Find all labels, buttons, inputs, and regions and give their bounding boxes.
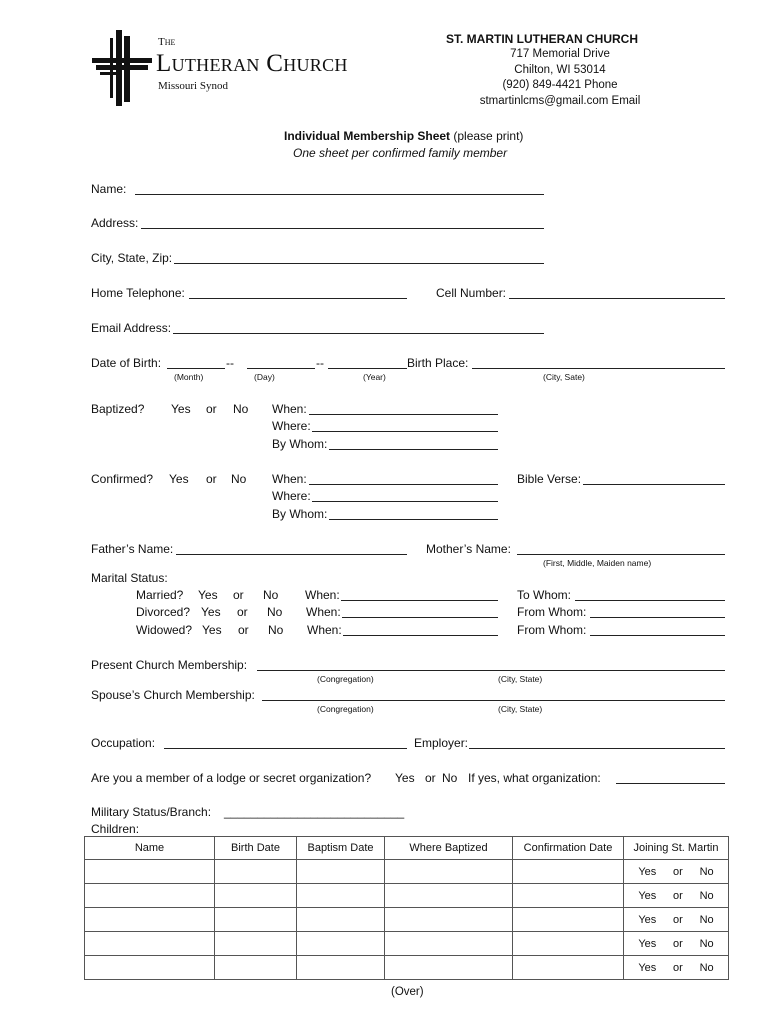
present-city-hint: (City, State) bbox=[498, 674, 543, 684]
employer-label: Employer: bbox=[414, 736, 469, 750]
employer-field[interactable] bbox=[469, 748, 725, 749]
form-subtitle: One sheet per confirmed family member bbox=[293, 146, 508, 160]
joining-no[interactable]: No bbox=[699, 913, 714, 926]
children-header-row bbox=[85, 837, 729, 860]
military-field[interactable]: ___________________________ bbox=[224, 805, 405, 819]
name-label: Name: bbox=[91, 182, 127, 196]
child-confirm-cell[interactable] bbox=[513, 908, 624, 932]
child-name-cell[interactable] bbox=[85, 860, 215, 884]
lodge-organization-field[interactable] bbox=[616, 783, 725, 784]
email-label: Email Address: bbox=[91, 321, 172, 335]
married-when-field[interactable] bbox=[341, 600, 498, 601]
spouse-membership-field[interactable] bbox=[262, 700, 725, 701]
present-congregation-hint: (Congregation) bbox=[317, 674, 374, 684]
joining-or: or bbox=[673, 889, 683, 902]
child-birth-cell[interactable] bbox=[215, 884, 297, 908]
married-or: or bbox=[233, 588, 244, 602]
church-phone: (920) 849-4421 Phone bbox=[502, 79, 618, 91]
city-label: City, State, Zip: bbox=[91, 251, 173, 265]
child-confirm-cell[interactable] bbox=[513, 860, 624, 884]
email-field[interactable] bbox=[173, 333, 544, 334]
child-joining-cell bbox=[624, 956, 729, 980]
lodge-yes[interactable]: Yes bbox=[395, 771, 415, 785]
logo-the: The bbox=[158, 36, 176, 48]
baptized-where-label: Where: bbox=[272, 419, 311, 433]
col-baptism-date: Baptism Date bbox=[297, 837, 385, 860]
dob-year-field[interactable] bbox=[328, 368, 407, 369]
married-to-label: To Whom: bbox=[517, 588, 572, 602]
child-where-cell[interactable] bbox=[385, 860, 513, 884]
military-label: Military Status/Branch: bbox=[91, 805, 212, 819]
spouse-congregation-hint: (Congregation) bbox=[317, 704, 374, 714]
home-phone-field[interactable] bbox=[189, 298, 407, 299]
col-joining: Joining St. Martin bbox=[624, 837, 729, 860]
marital-label: Marital Status: bbox=[91, 571, 168, 585]
joining-or: or bbox=[673, 937, 683, 950]
baptized-by-label: By Whom: bbox=[272, 437, 328, 451]
confirmed-when-field[interactable] bbox=[309, 484, 498, 485]
spouse-city-hint: (City, State) bbox=[498, 704, 543, 714]
child-joining-cell bbox=[624, 908, 729, 932]
divorced-yes[interactable]: Yes bbox=[201, 605, 221, 619]
baptized-when-label: When: bbox=[272, 402, 307, 416]
table-row bbox=[85, 956, 729, 980]
confirmed-by-field[interactable] bbox=[329, 519, 498, 520]
child-where-cell[interactable] bbox=[385, 956, 513, 980]
child-confirm-cell[interactable] bbox=[513, 956, 624, 980]
divorced-or: or bbox=[237, 605, 248, 619]
child-birth-cell[interactable] bbox=[215, 860, 297, 884]
form-title-bold: Individual Membership Sheet bbox=[284, 129, 451, 143]
child-birth-cell[interactable] bbox=[215, 956, 297, 980]
divorced-no[interactable]: No bbox=[267, 605, 283, 619]
spouse-membership-label: Spouse’s Church Membership: bbox=[91, 688, 255, 702]
baptized-by-field[interactable] bbox=[329, 449, 498, 450]
child-baptism-cell[interactable] bbox=[297, 860, 385, 884]
joining-yes[interactable]: Yes bbox=[638, 937, 657, 950]
birth-place-label: Birth Place: bbox=[407, 356, 469, 370]
joining-or: or bbox=[673, 961, 683, 974]
confirmed-when-label: When: bbox=[272, 472, 307, 486]
divorced-when-label: When: bbox=[306, 605, 341, 619]
confirmed-where-field[interactable] bbox=[312, 501, 498, 502]
lodge-if-yes-label: If yes, what organization: bbox=[468, 771, 601, 785]
city-field[interactable] bbox=[174, 263, 544, 264]
baptized-when-field[interactable] bbox=[309, 414, 498, 415]
church-city: Chilton, WI 53014 bbox=[514, 64, 606, 76]
widowed-no[interactable]: No bbox=[268, 623, 284, 637]
logo-name: Lutheran Church bbox=[156, 50, 348, 77]
dob-sep-2: -- bbox=[316, 356, 324, 370]
child-name-cell[interactable] bbox=[85, 908, 215, 932]
father-field[interactable] bbox=[176, 554, 407, 555]
logo-synod: Missouri Synod bbox=[158, 80, 228, 92]
married-no[interactable]: No bbox=[263, 588, 279, 602]
joining-no[interactable]: No bbox=[699, 865, 714, 878]
lodge-or: or bbox=[425, 771, 436, 785]
church-logo bbox=[90, 28, 390, 112]
dob-month-field[interactable] bbox=[167, 368, 225, 369]
joining-yes[interactable]: Yes bbox=[638, 913, 657, 926]
married-when-label: When: bbox=[305, 588, 340, 602]
child-name-cell[interactable] bbox=[85, 884, 215, 908]
col-name: Name bbox=[85, 837, 215, 860]
divorced-from-field[interactable] bbox=[590, 617, 725, 618]
present-membership-label: Present Church Membership: bbox=[91, 658, 248, 672]
hint-day: (Day) bbox=[254, 372, 275, 382]
table-row bbox=[85, 932, 729, 956]
joining-yes[interactable]: Yes bbox=[638, 865, 657, 878]
joining-no[interactable]: No bbox=[699, 889, 714, 902]
name-field[interactable] bbox=[135, 194, 544, 195]
child-where-cell[interactable] bbox=[385, 908, 513, 932]
baptized-or: or bbox=[206, 402, 217, 416]
baptized-label: Baptized? bbox=[91, 402, 145, 416]
mother-field[interactable] bbox=[517, 554, 725, 555]
child-where-cell[interactable] bbox=[385, 932, 513, 956]
joining-no[interactable]: No bbox=[699, 937, 714, 950]
address-label: Address: bbox=[91, 216, 139, 230]
father-label: Father’s Name: bbox=[91, 542, 174, 556]
hint-city-sate: (City, Sate) bbox=[543, 372, 585, 382]
dob-sep-1: -- bbox=[226, 356, 234, 370]
joining-yes[interactable]: Yes bbox=[638, 889, 657, 902]
dob-day-field[interactable] bbox=[247, 368, 315, 369]
baptized-no[interactable]: No bbox=[233, 402, 249, 416]
confirmed-no[interactable]: No bbox=[231, 472, 247, 486]
widowed-from-label: From Whom: bbox=[517, 623, 587, 637]
church-email: stmartinlcms@gmail.com Email bbox=[479, 95, 641, 107]
church-name: ST. MARTIN LUTHERAN CHURCH bbox=[446, 32, 638, 46]
divorced-from-label: From Whom: bbox=[517, 605, 587, 619]
hint-month: (Month) bbox=[174, 372, 204, 382]
mother-hint: (First, Middle, Maiden name) bbox=[543, 558, 652, 568]
joining-or: or bbox=[673, 913, 683, 926]
married-yes[interactable]: Yes bbox=[198, 588, 218, 602]
widowed-from-field[interactable] bbox=[590, 635, 725, 636]
joining-or: or bbox=[673, 865, 683, 878]
child-baptism-cell[interactable] bbox=[297, 932, 385, 956]
widowed-or: or bbox=[238, 623, 249, 637]
joining-no[interactable]: No bbox=[699, 961, 714, 974]
form-title bbox=[284, 129, 523, 143]
dob-label: Date of Birth: bbox=[91, 356, 162, 370]
divorced-when-field[interactable] bbox=[342, 617, 498, 618]
baptized-where-field[interactable] bbox=[312, 431, 498, 432]
married-label: Married? bbox=[136, 588, 184, 602]
child-where-cell[interactable] bbox=[385, 884, 513, 908]
lodge-question: Are you a member of a lodge or secret organization? bbox=[91, 771, 372, 785]
col-where-baptized: Where Baptized bbox=[385, 837, 513, 860]
child-birth-cell[interactable] bbox=[215, 932, 297, 956]
church-address: 717 Memorial Drive bbox=[510, 48, 610, 60]
col-birth-date: Birth Date bbox=[215, 837, 297, 860]
child-name-cell[interactable] bbox=[85, 956, 215, 980]
table-row bbox=[85, 908, 729, 932]
hint-year: (Year) bbox=[363, 372, 386, 382]
child-baptism-cell[interactable] bbox=[297, 908, 385, 932]
lodge-no[interactable]: No bbox=[442, 771, 458, 785]
mother-label: Mother’s Name: bbox=[426, 542, 511, 556]
child-confirm-cell[interactable] bbox=[513, 884, 624, 908]
cross-icon bbox=[90, 28, 154, 110]
widowed-yes[interactable]: Yes bbox=[202, 623, 222, 637]
footer-over: (Over) bbox=[391, 986, 424, 998]
children-table bbox=[84, 836, 729, 980]
child-joining-cell bbox=[624, 860, 729, 884]
col-confirmation-date: Confirmation Date bbox=[513, 837, 624, 860]
children-label: Children: bbox=[91, 822, 140, 836]
married-to-field[interactable] bbox=[575, 600, 725, 601]
child-birth-cell[interactable] bbox=[215, 908, 297, 932]
child-baptism-cell[interactable] bbox=[297, 956, 385, 980]
confirmed-yes[interactable]: Yes bbox=[169, 472, 189, 486]
child-joining-cell bbox=[624, 884, 729, 908]
occupation-field[interactable] bbox=[164, 748, 407, 749]
baptized-yes[interactable]: Yes bbox=[171, 402, 191, 416]
bible-verse-label: Bible Verse: bbox=[517, 472, 582, 486]
child-joining-cell bbox=[624, 932, 729, 956]
form-title-rest: (please print) bbox=[453, 129, 524, 143]
divorced-label: Divorced? bbox=[136, 605, 191, 619]
child-name-cell[interactable] bbox=[85, 932, 215, 956]
child-baptism-cell[interactable] bbox=[297, 884, 385, 908]
widowed-when-label: When: bbox=[307, 623, 342, 637]
bible-verse-field[interactable] bbox=[583, 484, 725, 485]
confirmed-where-label: Where: bbox=[272, 489, 311, 503]
cell-label: Cell Number: bbox=[436, 286, 507, 300]
birth-place-field[interactable] bbox=[472, 368, 725, 369]
confirmed-or: or bbox=[206, 472, 217, 486]
address-field[interactable] bbox=[141, 228, 544, 229]
table-row bbox=[85, 884, 729, 908]
confirmed-by-label: By Whom: bbox=[272, 507, 328, 521]
joining-yes[interactable]: Yes bbox=[638, 961, 657, 974]
widowed-label: Widowed? bbox=[136, 623, 193, 637]
present-membership-field[interactable] bbox=[257, 670, 725, 671]
child-confirm-cell[interactable] bbox=[513, 932, 624, 956]
home-phone-label: Home Telephone: bbox=[91, 286, 185, 300]
confirmed-label: Confirmed? bbox=[91, 472, 154, 486]
occupation-label: Occupation: bbox=[91, 736, 156, 750]
widowed-when-field[interactable] bbox=[343, 635, 498, 636]
table-row bbox=[85, 860, 729, 884]
cell-field[interactable] bbox=[509, 298, 725, 299]
